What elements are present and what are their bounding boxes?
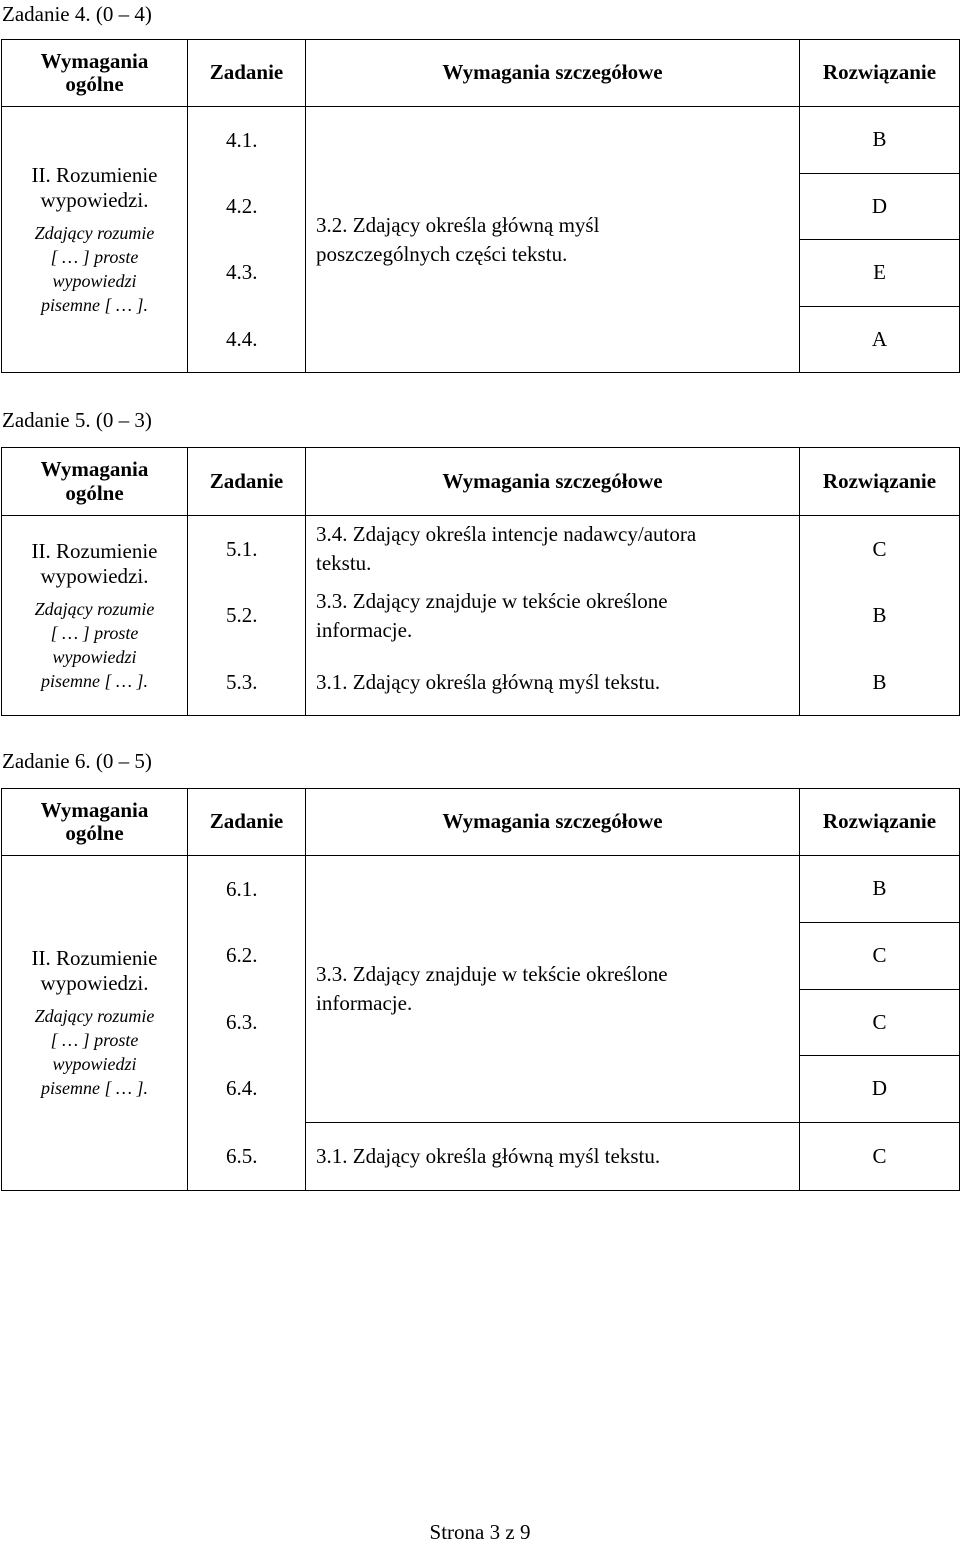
general-desc-line2: [ … ] proste <box>50 1030 139 1050</box>
task-number: 5.3. <box>188 650 306 716</box>
answer: C <box>800 990 960 1056</box>
answer: B <box>800 650 960 716</box>
general-requirement-cell <box>2 107 188 373</box>
general-desc-line3: wypowiedzi <box>52 270 137 291</box>
header-task: Zadanie <box>188 789 306 856</box>
specific-requirement <box>306 583 800 650</box>
general-desc-line4: pisemne [ … ]. <box>41 1078 148 1098</box>
task6-heading: Zadanie 6. (0 – 5) <box>2 749 152 773</box>
header-general <box>2 789 188 856</box>
task6-table <box>1 788 960 1191</box>
task5-heading: Zadanie 5. (0 – 3) <box>2 408 152 432</box>
answer: E <box>800 240 960 307</box>
task4-heading: Zadanie 4. (0 – 4) <box>2 2 152 26</box>
general-title-line2: wypowiedzi. <box>40 187 149 212</box>
task-number: 6.1. <box>188 856 306 923</box>
general-title-line2: wypowiedzi. <box>40 563 149 588</box>
general-desc-line1: Zdający rozumie <box>34 1006 155 1026</box>
general-desc-line3: wypowiedzi <box>52 1054 137 1074</box>
task-number: 4.2. <box>188 174 306 240</box>
task-number: 6.2. <box>188 923 306 990</box>
general-desc-line2: [ … ] proste <box>50 622 139 643</box>
requirement-line1: 3.4. Zdający określa intencje nadawcy/autora <box>316 522 697 547</box>
page-footer: Strona 3 z 9 <box>429 1520 531 1544</box>
header-solution: Rozwiązanie <box>800 789 960 856</box>
requirement-line1: 3.2. Zdający określa główną myśl <box>316 212 600 237</box>
header-general-label: Wymagania ogólne <box>40 797 149 845</box>
answer: D <box>800 1056 960 1123</box>
general-desc-line2: [ … ] proste <box>50 246 139 267</box>
general-requirement-cell <box>2 856 188 1191</box>
header-specific: Wymagania szczegółowe <box>306 448 800 516</box>
task-number: 4.3. <box>188 240 306 307</box>
answer: B <box>800 107 960 174</box>
header-task: Zadanie <box>188 40 306 107</box>
header-general-label: Wymagania ogólne <box>40 48 149 96</box>
general-desc-line3: wypowiedzi <box>52 646 137 667</box>
specific-requirement <box>306 856 800 1123</box>
requirement-line2: informacje. <box>316 618 413 642</box>
task5-header-row <box>2 448 960 516</box>
answer: B <box>800 856 960 923</box>
specific-requirement <box>306 516 800 583</box>
task4-table <box>1 39 960 373</box>
answer: C <box>800 923 960 990</box>
task6-header-row <box>2 789 960 856</box>
requirement-line2: informacje. <box>316 991 413 1015</box>
requirement-line1: 3.3. Zdający znajduje w tekście określone <box>316 962 668 986</box>
task-number: 6.3. <box>188 990 306 1056</box>
answer: C <box>800 1123 960 1191</box>
specific-requirement: 3.1. Zdający określa główną myśl tekstu. <box>306 1123 800 1191</box>
header-solution: Rozwiązanie <box>800 40 960 107</box>
task5-table <box>1 447 960 716</box>
header-general-label: Wymagania ogólne <box>40 457 149 505</box>
general-desc-line1: Zdający rozumie <box>34 598 155 619</box>
task-number: 6.5. <box>188 1123 306 1191</box>
requirement-line2: tekstu. <box>316 551 372 576</box>
task-number: 5.1. <box>188 516 306 583</box>
header-specific: Wymagania szczegółowe <box>306 40 800 107</box>
answer: B <box>800 583 960 650</box>
general-requirement-cell <box>2 516 188 716</box>
requirement-line2: poszczególnych części tekstu. <box>316 241 568 266</box>
answer: A <box>800 307 960 373</box>
specific-requirement: 3.1. Zdający określa główną myśl tekstu. <box>306 650 800 716</box>
general-title-line1: II. Rozumienie <box>31 538 158 563</box>
general-desc-line4: pisemne [ … ]. <box>41 294 148 315</box>
answer: C <box>800 516 960 583</box>
task-number: 5.2. <box>188 583 306 650</box>
task4-header-row <box>2 40 960 107</box>
answer: D <box>800 174 960 240</box>
header-general <box>2 448 188 516</box>
requirement-line1: 3.3. Zdający znajduje w tekście określone <box>316 589 668 613</box>
header-solution: Rozwiązanie <box>800 448 960 516</box>
header-task: Zadanie <box>188 448 306 516</box>
specific-requirement <box>306 107 800 373</box>
general-title-line1: II. Rozumienie <box>31 162 158 187</box>
header-general <box>2 40 188 107</box>
task-number: 4.4. <box>188 307 306 373</box>
general-title-line2: wypowiedzi. <box>40 971 149 995</box>
general-desc-line1: Zdający rozumie <box>34 222 155 243</box>
header-specific: Wymagania szczegółowe <box>306 789 800 856</box>
task-number: 4.1. <box>188 107 306 174</box>
general-title-line1: II. Rozumienie <box>31 946 158 970</box>
task-number: 6.4. <box>188 1056 306 1123</box>
general-desc-line4: pisemne [ … ]. <box>41 670 148 691</box>
